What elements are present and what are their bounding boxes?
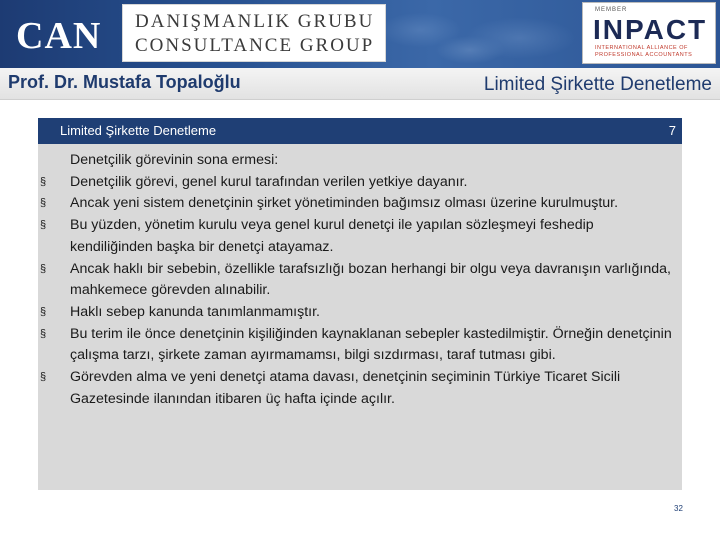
author-name: Prof. Dr. Mustafa Topaloğlu — [8, 72, 241, 92]
list-item-text: Haklı sebep kanunda tanımlanmamıştır. — [70, 303, 320, 320]
inpact-logo — [582, 2, 716, 64]
bullet-list — [38, 172, 682, 411]
list-item-text: Bu terim ile önce denetçinin kişiliğinden kaynaklanan sebepler kastedilmiştir. Örneğin denetçinin çalışma tarzı, şirkete zaman ayırmamamsı, bilgi sızdırması, taraf tutması gibi. — [70, 325, 672, 364]
header-banner — [0, 0, 720, 68]
inpact-name: INPACT — [593, 14, 708, 45]
company-name-line1: DANIŞMANLIK GRUBU — [135, 11, 375, 32]
list-item-text: Bu yüzden, yönetim kurulu veya genel kurul denetçi ile yapılan sözleşmeyi feshedip kendiliğinden başka bir denetçi atayamaz. — [70, 217, 594, 255]
title-bar — [0, 68, 720, 100]
list-item — [38, 172, 682, 194]
list-item-text: Ancak haklı bir sebebin, özellikle tarafsızlığı bozan herhangi bir olgu veya davranışın varlığında, mahkemece görevden alınabilir. — [70, 260, 671, 299]
list-item-text: Ancak yeni sistem denetçinin şirket yönetiminden bağımsız olması üzerine kurulmuştur. — [70, 195, 619, 212]
list-item-text: Görevden alma ve yeni denetçi atama davası, denetçinin seçiminin Türkiye Ticaret Sicili Gazetesinde ilanından itibaren üç hafta içinde açılır. — [70, 369, 621, 407]
inpact-member-label: MEMBER — [595, 7, 628, 13]
list-item — [38, 324, 682, 367]
inpact-subtitle: INTERNATIONAL ALLIANCE OF PROFESSIONAL ACCOUNTANTS — [595, 45, 693, 58]
section-header — [38, 118, 682, 144]
list-item — [38, 259, 682, 302]
section-label: Limited Şirkette Denetleme — [60, 123, 217, 138]
bullet-icon: § — [40, 197, 47, 210]
list-item — [38, 367, 682, 410]
list-item-text: Denetçilik görevi, genel kurul tarafından verilen yetkiye dayanır. — [70, 173, 468, 190]
company-name-box — [122, 4, 386, 62]
content-panel — [38, 118, 682, 490]
body-text — [38, 150, 682, 410]
bullet-icon: § — [40, 371, 47, 384]
page-number: 32 — [674, 504, 683, 513]
section-number: 7 — [668, 123, 676, 138]
list-item — [38, 193, 682, 215]
intro-heading: Denetçilik görevinin sona ermesi: — [70, 152, 279, 168]
can-logo: CAN — [16, 15, 102, 57]
list-item — [38, 215, 682, 258]
slide-title: Limited Şirkette Denetleme — [483, 74, 712, 95]
bullet-icon: § — [40, 327, 47, 340]
list-item — [38, 302, 682, 324]
bullet-icon: § — [40, 262, 47, 275]
bullet-icon: § — [40, 175, 47, 188]
bullet-icon: § — [40, 219, 47, 232]
bullet-icon: § — [40, 305, 47, 318]
company-name-line2: CONSULTANCE GROUP — [135, 35, 375, 56]
